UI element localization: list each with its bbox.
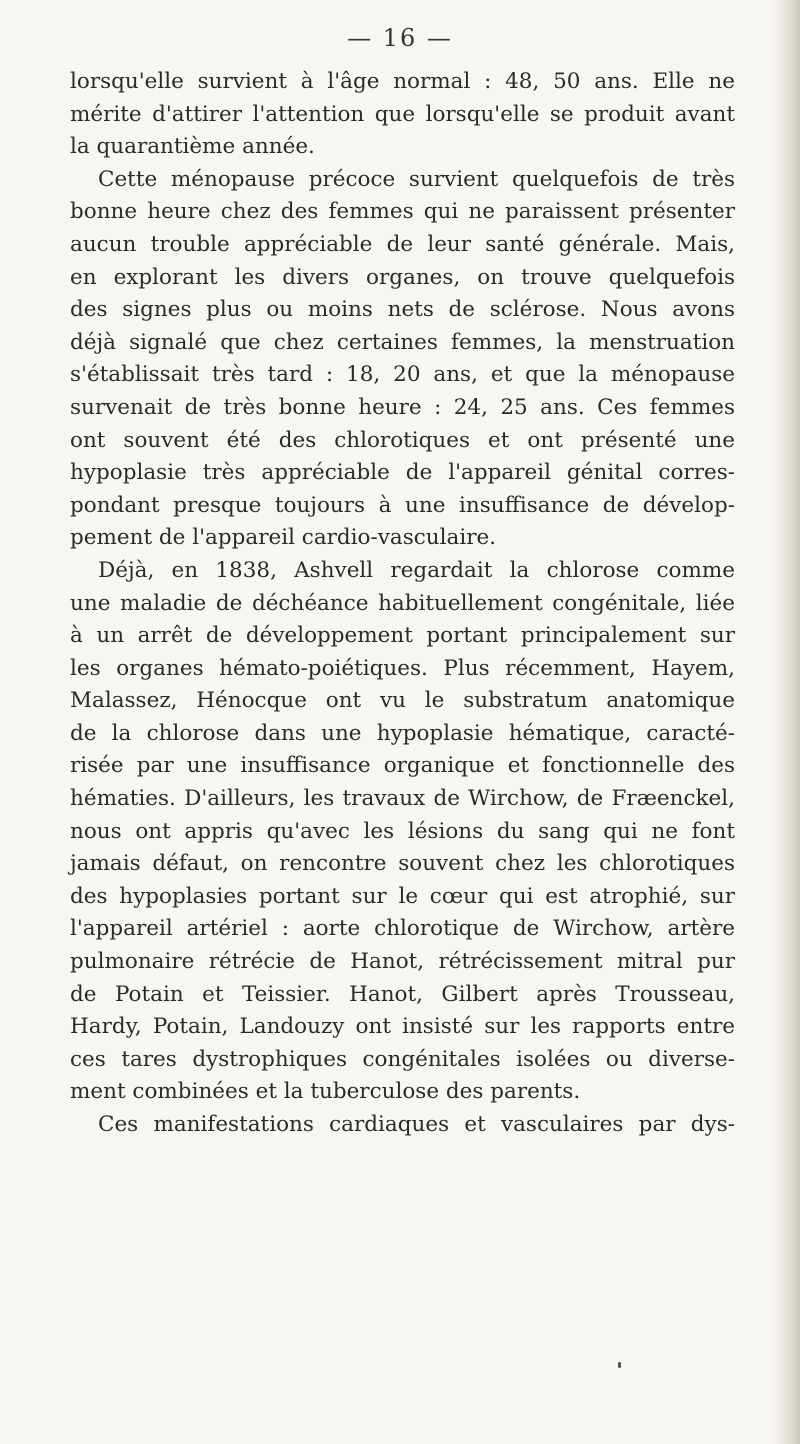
text-line: déjà signalé que chez certaines femmes, la menstruation	[70, 329, 735, 355]
body-text	[70, 66, 735, 1142]
text-line: ont souvent été des chlorotiques et ont présenté une	[70, 427, 735, 453]
text-line: jamais défaut, on rencontre souvent chez les chlorotiques	[70, 851, 735, 877]
text-line: Malassez, Hénocque ont vu le substratum anatomique	[70, 688, 735, 714]
text-line: les organes hémato-poiétiques. Plus récemment, Hayem,	[70, 655, 735, 681]
text-line: hypoplasie très appréciable de l'appareil génital corres-	[70, 460, 735, 486]
text-line: mérite d'attirer l'attention que lorsqu'elle se produit avant	[70, 101, 735, 127]
text-line: la quarantième année.	[70, 134, 315, 160]
text-line: ces tares dystrophiques congénitales isolées ou diverse-	[70, 1046, 735, 1072]
text-line: nous ont appris qu'avec les lésions du sang qui ne font	[70, 818, 735, 844]
page-number: — 16 —	[347, 24, 453, 52]
text-line: à un arrêt de développement portant principalement sur	[70, 623, 735, 649]
text-line: risée par une insuffisance organique et fonctionnelle des	[70, 753, 735, 779]
text-line: survenait de très bonne heure : 24, 25 ans. Ces femmes	[70, 394, 735, 420]
text-line: de la chlorose dans une hypoplasie hématique, caracté-	[70, 720, 735, 746]
text-line: ment combinées et la tuberculose des parents.	[70, 1079, 581, 1105]
text-line: pulmonaire rétrécie de Hanot, rétrécissement mitral pur	[70, 949, 735, 975]
text-line: des signes plus ou moins nets de sclérose. Nous avons	[70, 297, 735, 323]
text-line: pement de l'appareil cardio-vasculaire.	[70, 525, 497, 551]
text-line: s'établissait très tard : 18, 20 ans, et que la ménopause	[70, 362, 735, 388]
text-line: des hypoplasies portant sur le cœur qui est atrophié, sur	[70, 883, 735, 909]
text-line: en explorant les divers organes, on trouve quelquefois	[70, 264, 735, 290]
text-line: Hardy, Potain, Landouzy ont insisté sur les rapports entre	[70, 1014, 735, 1040]
text-line: bonne heure chez des femmes qui ne paraissent présenter	[70, 199, 735, 225]
text-line: Cette ménopause précoce survient quelquefois de très	[98, 166, 735, 192]
ink-speck	[618, 1362, 621, 1368]
text-line: hématies. D'ailleurs, les travaux de Wirchow, de Fræenckel,	[70, 786, 735, 812]
text-line: Ces manifestations cardiaques et vasculaires par dys-	[98, 1112, 735, 1137]
text-line: aucun trouble appréciable de leur santé générale. Mais,	[70, 231, 735, 257]
text-line: lorsqu'elle survient à l'âge normal : 48, 50 ans. Elle ne	[70, 69, 735, 94]
page-edge-shadow	[772, 0, 800, 1444]
text-line: l'appareil artériel : aorte chlorotique de Wirchow, artère	[70, 916, 735, 942]
text-line: pondant presque toujours à une insuffisance de dévelop-	[70, 492, 735, 518]
text-line: une maladie de déchéance habituellement congénitale, liée	[70, 590, 735, 616]
text-line: Déjà, en 1838, Ashvell regardait la chlorose comme	[98, 557, 735, 583]
text-line: de Potain et Teissier. Hanot, Gilbert après Trousseau,	[70, 981, 735, 1007]
